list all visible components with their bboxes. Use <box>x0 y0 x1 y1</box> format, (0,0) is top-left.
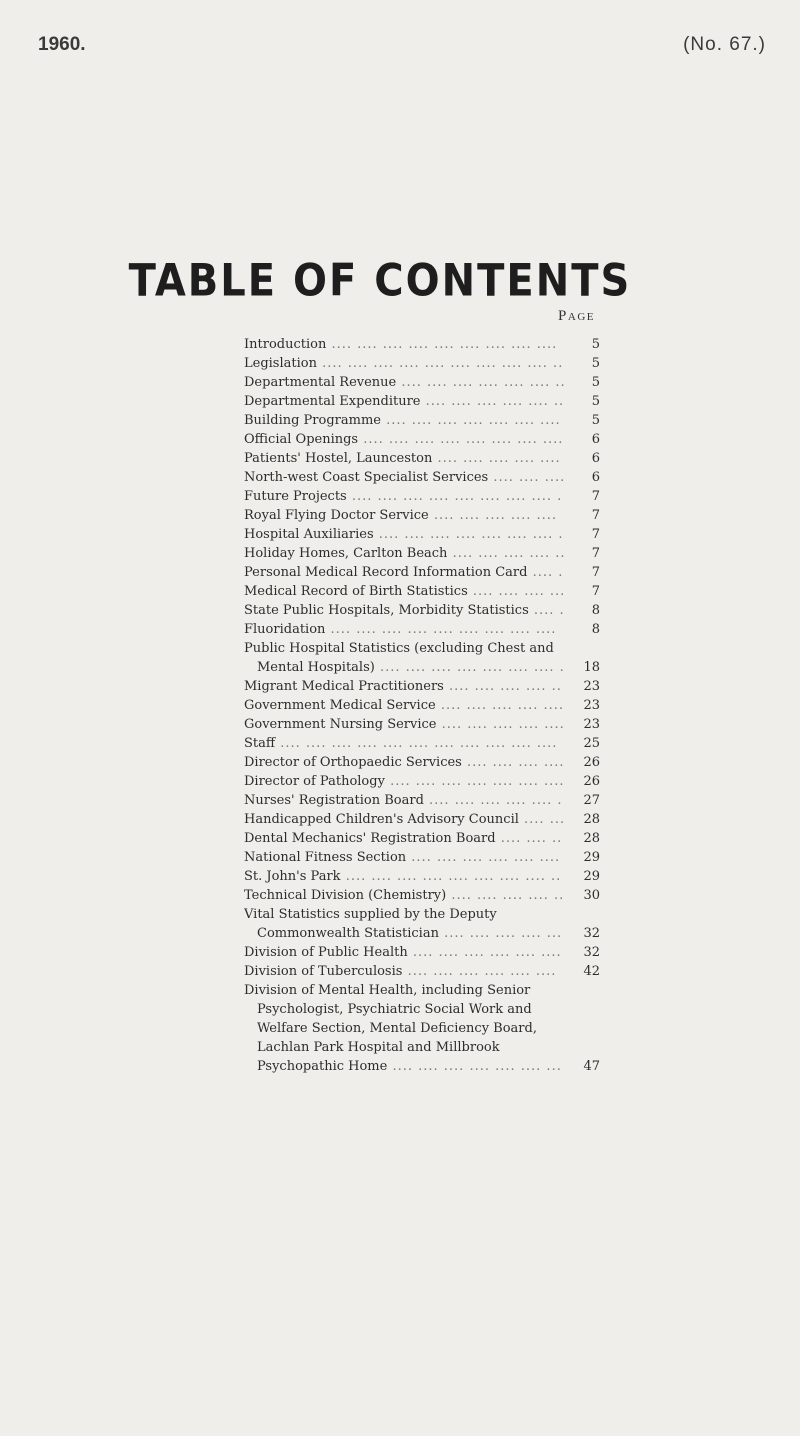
dot-leader: .... .... .... .... .. <box>446 888 565 903</box>
toc-entry <box>244 753 600 772</box>
dot-leader: .... .... .... .... .... .... .... <box>384 774 565 789</box>
dot-leader: .... .... .... .... .... .... .... .... .... .... .... <box>275 736 558 751</box>
toc-entry-title: Staff .... .... .... .... .... .... .... .... .... .... .... <box>244 736 558 751</box>
toc-entry-page: 7 <box>591 584 600 599</box>
toc-entry-title: Vital Statistics supplied by the Deputy Commonwealth Statistician .... .... .... .... ... <box>244 907 563 941</box>
dot-leader: .... .... .... .... .... .... ... <box>387 1059 562 1074</box>
dot-leader: .... .... .... .... .... <box>436 717 565 732</box>
toc-entry <box>244 886 600 905</box>
toc-entry-page: 32 <box>583 945 600 960</box>
toc-entry-title: Departmental Expenditure .... .... .... .... .... .. <box>244 394 565 409</box>
table-of-contents <box>244 335 600 1076</box>
toc-entry-page: 28 <box>583 812 600 827</box>
toc-entry-page: 23 <box>583 698 600 713</box>
toc-entry-page: 26 <box>583 755 600 770</box>
toc-entry-page: 5 <box>591 337 600 352</box>
toc-entry-title: St. John's Park .... .... .... .... .... .... .... .... .. <box>244 869 562 884</box>
toc-entry <box>244 639 600 677</box>
toc-entry-page: 29 <box>583 869 600 884</box>
toc-entry-page: 32 <box>583 926 600 941</box>
page-title: TABLE OF CONTENTS <box>128 255 632 307</box>
toc-entry-title: Division of Mental Health, including Senior Psychologist, Psychiatric Social Work and Welfare Section, Mental Deficiency Board, Lachlan Park Hospital and Millbrook Psychopathic Home .... .... .... .... .... .... ... <box>244 983 562 1074</box>
page-column-label: Page <box>558 308 595 324</box>
dot-leader: .... . <box>527 565 564 580</box>
toc-entry-page: 6 <box>591 451 600 466</box>
toc-entry <box>244 373 600 392</box>
toc-entry-title: Migrant Medical Practitioners .... .... .... .... .. <box>244 679 562 694</box>
toc-entry-title: Director of Pathology .... .... .... .... .... .... .... <box>244 774 565 789</box>
dot-leader: .... .... .... .... .... .... <box>402 964 557 979</box>
toc-entry <box>244 411 600 430</box>
dot-leader: .... .... .. <box>495 831 563 846</box>
dot-leader: .... .... .... <box>488 470 566 485</box>
toc-entry <box>244 772 600 791</box>
toc-entry <box>244 525 600 544</box>
toc-entry <box>244 867 600 886</box>
dot-leader: .... .... .... .... .. <box>443 679 562 694</box>
toc-entry-page: 7 <box>591 546 600 561</box>
toc-entry <box>244 677 600 696</box>
toc-entry-title: Legislation .... .... .... .... .... .... .... .... .... .. <box>244 356 564 371</box>
toc-entry-page: 29 <box>583 850 600 865</box>
toc-entry-page: 23 <box>583 717 600 732</box>
toc-entry-page: 7 <box>591 527 600 542</box>
dot-leader: .... .... .... .... .... <box>432 451 561 466</box>
toc-entry-title: State Public Hospitals, Morbidity Statistics .... . <box>244 603 565 618</box>
toc-entry <box>244 392 600 411</box>
dot-leader: .... .... .... .... .. <box>447 546 566 561</box>
toc-entry-title: Holiday Homes, Carlton Beach .... .... .... .... .. <box>244 546 566 561</box>
dot-leader: .... .... .... .... .... .... .... . <box>373 527 564 542</box>
toc-entry-page: 7 <box>591 508 600 523</box>
toc-entry-page: 26 <box>583 774 600 789</box>
toc-entry <box>244 905 600 943</box>
dot-leader: .... .... .... .... .... .... <box>406 850 561 865</box>
toc-entry-title: Departmental Revenue .... .... .... .... .... .... .. <box>244 375 566 390</box>
toc-entry-page: 7 <box>591 565 600 580</box>
toc-entry-title: Future Projects .... .... .... .... .... .... .... .... . <box>244 489 563 504</box>
toc-entry <box>244 962 600 981</box>
toc-entry <box>244 430 600 449</box>
toc-entry-page: 5 <box>591 356 600 371</box>
toc-entry-page: 5 <box>591 375 600 390</box>
toc-entry <box>244 506 600 525</box>
dot-leader: .... .... .... .... .... .... .... .... <box>358 432 564 447</box>
toc-entry-title: Handicapped Children's Advisory Council .... ... <box>244 812 566 827</box>
dot-leader: .... .... .... ... <box>467 584 566 599</box>
toc-entry <box>244 943 600 962</box>
dot-leader: .... .... .... .... <box>461 755 565 770</box>
dot-leader: .... .... .... .... .... <box>428 508 558 523</box>
toc-entry-title: Division of Tuberculosis .... .... .... .... .... .... <box>244 964 557 979</box>
header-number: (No. 67.) <box>683 34 766 55</box>
toc-entry <box>244 354 600 373</box>
toc-entry <box>244 620 600 639</box>
toc-entry-title: National Fitness Section .... .... .... .... .... .... <box>244 850 561 865</box>
toc-entry <box>244 791 600 810</box>
toc-entry-title: Division of Public Health .... .... .... .... .... .... <box>244 945 562 960</box>
toc-entry-title: Hospital Auxiliaries .... .... .... .... .... .... .... . <box>244 527 564 542</box>
dot-leader: .... .... .... .... .... .... .... . <box>374 660 565 675</box>
dot-leader: .... . <box>528 603 565 618</box>
toc-entry-title: Technical Division (Chemistry) .... .... .... .... .. <box>244 888 565 903</box>
toc-entry-page: 5 <box>591 394 600 409</box>
toc-entry-page: 28 <box>583 831 600 846</box>
toc-entry-title: Government Medical Service .... .... .... .... .... <box>244 698 564 713</box>
toc-entry <box>244 810 600 829</box>
toc-entry <box>244 601 600 620</box>
dot-leader: .... .... .... .... .... .... .... .... .... <box>326 337 558 352</box>
toc-entry <box>244 715 600 734</box>
toc-entry-title: Public Hospital Statistics (excluding Chest and Mental Hospitals) .... .... .... .... .... .... .... . <box>244 641 565 675</box>
toc-entry-title: Dental Mechanics' Registration Board .... .... .. <box>244 831 563 846</box>
toc-entry <box>244 449 600 468</box>
toc-entry-title: Personal Medical Record Information Card .... . <box>244 565 564 580</box>
toc-entry <box>244 829 600 848</box>
toc-entry <box>244 563 600 582</box>
toc-entry-title: Introduction .... .... .... .... .... .... .... .... .... <box>244 337 558 352</box>
dot-leader: .... .... .... .... .... .. <box>420 394 565 409</box>
dot-leader: .... .... .... .... .... .... .... .... .. <box>340 869 562 884</box>
dot-leader: .... .... .... .... .... .... .... .... .... .. <box>316 356 564 371</box>
toc-entry-title: Official Openings .... .... .... .... .... .... .... .... <box>244 432 564 447</box>
toc-entry-page: 8 <box>591 603 600 618</box>
toc-entry <box>244 582 600 601</box>
toc-entry-title: Building Programme .... .... .... .... .... .... .... <box>244 413 561 428</box>
toc-entry-page: 30 <box>583 888 600 903</box>
toc-entry <box>244 335 600 354</box>
toc-entry-page: 6 <box>591 432 600 447</box>
toc-entry-page: 18 <box>583 660 600 675</box>
toc-entry-title: Patients' Hostel, Launceston .... .... .... .... .... <box>244 451 561 466</box>
toc-entry-page: 47 <box>583 1059 600 1074</box>
dot-leader: .... .... .... .... .... .... .... .... .... <box>325 622 557 637</box>
toc-entry-title: Government Nursing Service .... .... .... .... .... <box>244 717 565 732</box>
toc-entry-title: North-west Coast Specialist Services .... .... .... <box>244 470 566 485</box>
dot-leader: .... .... .... .... ... <box>438 926 563 941</box>
toc-entry-title: Royal Flying Doctor Service .... .... .... .... .... <box>244 508 558 523</box>
toc-entry-title: Medical Record of Birth Statistics .... .... .... ... <box>244 584 566 599</box>
toc-entry <box>244 487 600 506</box>
toc-entry-title: Director of Orthopaedic Services .... .... .... .... <box>244 755 565 770</box>
dot-leader: .... .... .... .... .... .... .... .... . <box>346 489 563 504</box>
toc-entry <box>244 696 600 715</box>
dot-leader: .... ... <box>518 812 566 827</box>
toc-entry <box>244 734 600 753</box>
toc-entry-title: Nurses' Registration Board .... .... .... .... .... . <box>244 793 563 808</box>
toc-entry <box>244 468 600 487</box>
dot-leader: .... .... .... .... .... <box>435 698 564 713</box>
dot-leader: .... .... .... .... .... .... .. <box>396 375 566 390</box>
toc-entry <box>244 848 600 867</box>
dot-leader: .... .... .... .... .... .... <box>407 945 562 960</box>
toc-entry <box>244 544 600 563</box>
toc-entry-page: 27 <box>583 793 600 808</box>
toc-entry-page: 25 <box>583 736 600 751</box>
toc-entry-page: 7 <box>591 489 600 504</box>
header-year: 1960. <box>38 34 86 55</box>
dot-leader: .... .... .... .... .... .... .... <box>380 413 561 428</box>
toc-entry-page: 42 <box>583 964 600 979</box>
toc-entry-title: Fluoridation .... .... .... .... .... .... .... .... .... <box>244 622 557 637</box>
toc-entry <box>244 981 600 1076</box>
toc-entry-page: 8 <box>591 622 600 637</box>
dot-leader: .... .... .... .... .... . <box>423 793 563 808</box>
toc-entry-page: 5 <box>591 413 600 428</box>
toc-entry-page: 6 <box>591 470 600 485</box>
toc-entry-page: 23 <box>583 679 600 694</box>
